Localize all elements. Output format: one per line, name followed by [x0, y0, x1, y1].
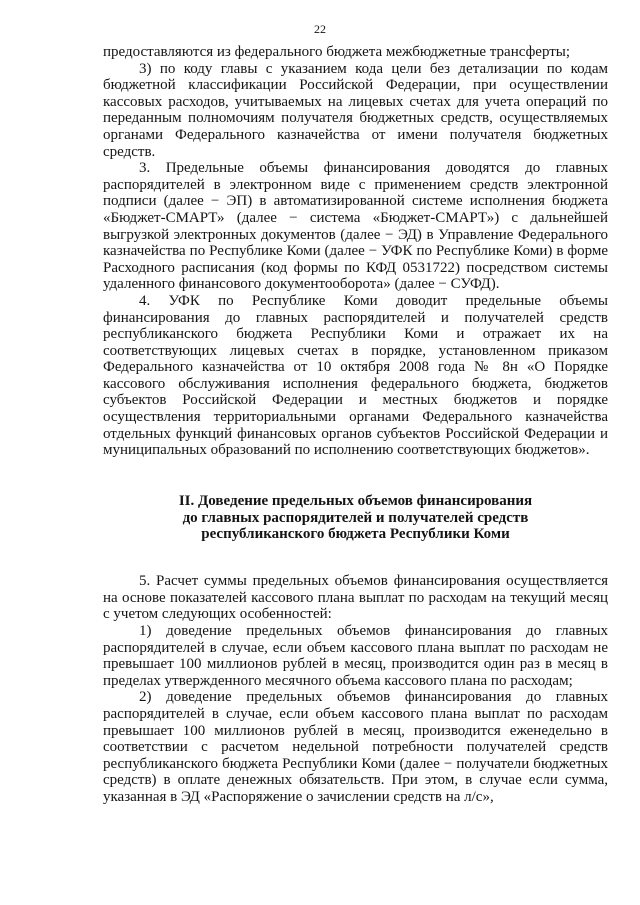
paragraph-5: 5. Расчет суммы предельных объемов финансирования осуществляется на основе показателей кассового плана выплат по расходам на текущий месяц с учетом следующих особенностей: [103, 573, 608, 623]
paragraph-3: 3. Предельные объемы финансирования доводятся до главных распорядителей в электронном виде с применением средств электронной подписи (далее − ЭП) в автоматизированной системе исполнения бюджета «Бюджет-СМАРТ» (далее − система «Бюджет-СМАРТ») с дальнейшей выгрузкой электронных документов (далее − ЭД) в Управление Федерального казначейства по Республике Коми (далее − УФК по Республике Коми) в форме Расходного расписания (код формы по КФД 0531722) посредством системы удаленного финансового документооборота» (далее − СУФД). [103, 160, 608, 293]
section-heading-line-1: II. Доведение предельных объемов финансирования [178, 492, 533, 509]
paragraph-2: 3) по коду главы с указанием кода цели без детализации по кодам бюджетной классификации Российской Федерации, при осуществлении кассовых расходов, учитываемых на лицевых счетах для учета операций по переданным полномочиям получателя бюджетных средств, осуществляемых органами Федерального казначейства от имени получателя бюджетных средств. [103, 60, 608, 160]
paragraph-4: 4. УФК по Республике Коми доводит предельные объемы финансирования до главных распорядителей и получателей средств республиканского бюджета Республики Коми и отражает их на соответствующих лицевых счетах в порядке, установленном приказом Федерального казначейства от 10 октября 2008 года № 8н «О Порядке кассового обслуживания исполнения федерального бюджета, бюджетов субъектов Российской Федерации и местных бюджетов и порядке осуществления территориальными органами Федерального казначейства отдельных функций финансовых органов субъектов Российской Федерации и муниципальных образований по исполнению соответствующих бюджетов». [103, 292, 608, 459]
page-number: 22 [314, 22, 326, 36]
section-heading-line-3: республиканского бюджета Республики Коми [201, 526, 510, 543]
section-heading [103, 493, 608, 543]
document-body [103, 44, 608, 806]
paragraph-7: 2) доведение предельных объемов финансирования до главных распорядителей в случае, если объем кассового плана выплат по расходам превышает 100 миллионов рублей в месяц, производится еженедельно в соответствии с расчетом недельной потребности получателей средств республиканского бюджета Республики Коми (далее − получатели бюджетных средств) в оплате денежных обязательств. При этом, в случае если сумма, указанная в ЭД «Распоряжение о зачислении средств на л/с», [103, 689, 608, 805]
section-heading-line-2: до главных распорядителей и получателей средств [182, 509, 529, 526]
paragraph-6: 1) доведение предельных объемов финансирования до главных распорядителей в случае, если объем кассового плана выплат по расходам не превышает 100 миллионов рублей в месяц, производится один раз в месяц в пределах утвержденного месячного объема кассового плана по расходам; [103, 623, 608, 689]
paragraph-1: предоставляются из федерального бюджета межбюджетные трансферты; [103, 44, 571, 60]
